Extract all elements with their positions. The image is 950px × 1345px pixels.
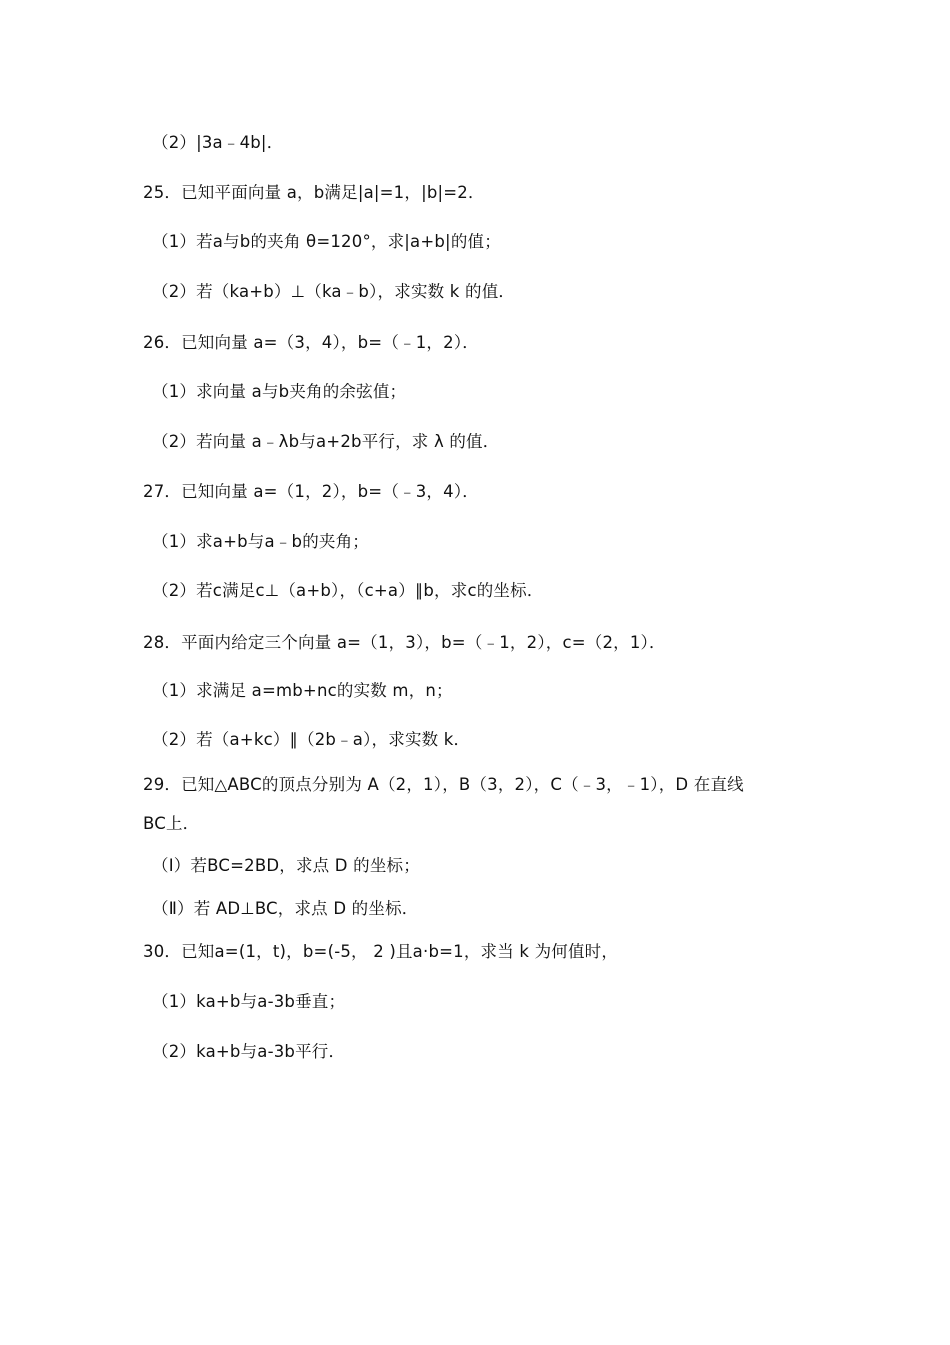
problem-30-part-1: （1）ka+b与a-3b垂直； bbox=[152, 992, 346, 1011]
problem-28-part-2: （2）若（a+kc）∥（2b﹣a），求实数 k． bbox=[152, 730, 471, 749]
problem-24-part-2: （2）|3a﹣4b|． bbox=[152, 133, 284, 152]
problem-25-stem: 25．已知平面向量 a，b满足|a|=1，|b|=2． bbox=[143, 183, 485, 202]
problem-27-stem: 27．已知向量 a=（1，2），b=（﹣3，4）． bbox=[143, 482, 479, 501]
problem-29-stem: 29．已知△ABC的顶点分别为 A（2，1），B（3，2），C（﹣3，﹣1），D 在直线 bbox=[143, 775, 744, 794]
problem-26-stem: 26．已知向量 a=（3，4），b=（﹣1，2）． bbox=[143, 333, 479, 352]
problem-30-stem: 30．已知a=(1，t)，b=(-5， 2 )且a·b=1，求当 k 为何值时， bbox=[143, 942, 619, 961]
problem-30-part-2: （2）ka+b与a-3b平行． bbox=[152, 1042, 346, 1061]
problem-29-stem-continued: BC上． bbox=[143, 814, 200, 833]
problem-26-part-2: （2）若向量 a﹣λb与a+2b平行，求 λ 的值． bbox=[152, 432, 500, 451]
problem-29-part-2: （Ⅱ）若 AD⊥BC，求点 D 的坐标． bbox=[152, 899, 419, 918]
problem-26-part-1: （1）求向量 a与b夹角的余弦值； bbox=[152, 382, 407, 401]
problem-25-part-2: （2）若（ka+b）⊥（ka﹣b），求实数 k 的值． bbox=[152, 282, 516, 301]
problem-28-stem: 28．平面内给定三个向量 a=（1，3），b=（﹣1，2），c=（2，1）． bbox=[143, 633, 666, 652]
problem-27-part-1: （1）求a+b与a﹣b的夹角； bbox=[152, 532, 369, 551]
problem-25-part-1: （1）若a与b的夹角 θ=120°，求|a+b|的值； bbox=[152, 232, 501, 251]
problem-27-part-2: （2）若c满足c⊥（a+b），（c+a）∥b，求c的坐标． bbox=[152, 581, 544, 600]
problem-29-part-1: （Ⅰ）若BC=2BD，求点 D 的坐标； bbox=[152, 856, 420, 875]
problem-28-part-1: （1）求满足 a=mb+nc的实数 m，n； bbox=[152, 681, 453, 700]
